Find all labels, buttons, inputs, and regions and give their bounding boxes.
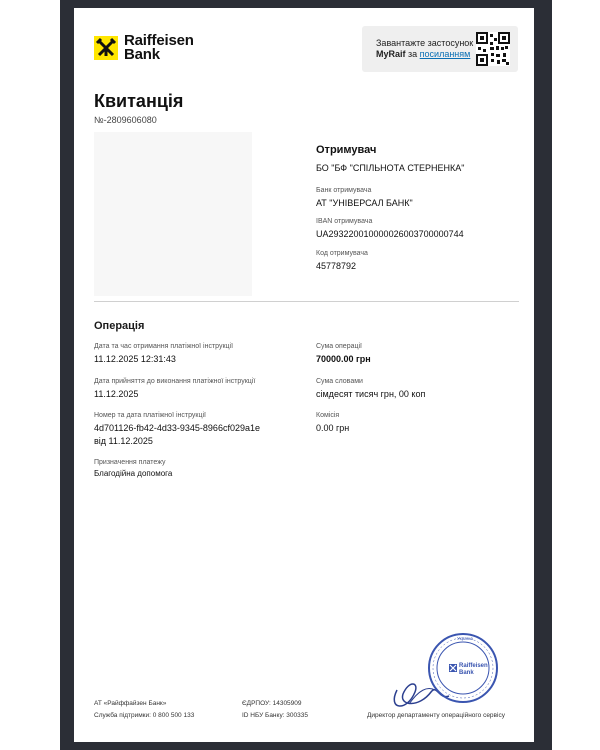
recipient-bank-label: Банк отримувача: [316, 187, 372, 194]
brand-name-line2: Bank: [124, 46, 160, 63]
amount-label: Сума операції: [316, 343, 362, 350]
accepted-date-label: Дата прийняття до виконання платіжної інструкції: [94, 378, 256, 385]
recipient-title: Отримувач: [316, 144, 377, 156]
svg-text:Україна: Україна: [457, 636, 473, 641]
section-divider: [94, 301, 519, 302]
footer-company: АТ «Райффайзен Банк»: [94, 700, 167, 707]
sender-placeholder: [94, 132, 252, 296]
qr-code-icon[interactable]: [476, 32, 510, 66]
operation-title: Операція: [94, 320, 145, 332]
svg-text:Raiffeisen: Raiffeisen: [459, 663, 488, 669]
footer-left: [94, 698, 194, 722]
amount-value: 70000.00 грн: [316, 354, 371, 364]
receipt-page: [74, 8, 534, 742]
footer-edrpou: ЄДРПОУ: 14305909: [242, 700, 302, 707]
footer-middle: [242, 698, 308, 722]
app-download-link[interactable]: посиланням: [419, 49, 471, 59]
recipient-iban: UA293220010000026003700000744: [316, 229, 464, 239]
instruction-label: Номер та дата платіжної інструкції: [94, 412, 206, 419]
amount-words-label: Сума словами: [316, 378, 363, 385]
instruction-date: від 11.12.2025: [94, 436, 153, 446]
instruction-number: 4d701126-fb42-4d33-9345-8966cf029a1e: [94, 423, 260, 433]
recipient-name: БО "БФ "СПІЛЬНОТА СТЕРНЕНКА": [316, 163, 465, 173]
footer-nbu-id: ID НБУ Банку: 300335: [242, 712, 308, 719]
amount-words: сімдесят тисяч грн, 00 коп: [316, 389, 426, 399]
app-download-text: Завантажте застосунок: [376, 38, 474, 48]
recipient-section: [316, 144, 526, 271]
app-link-prefix: за: [405, 49, 420, 59]
recipient-iban-label: IBAN отримувача: [316, 218, 373, 225]
recipient-code: 45778792: [316, 261, 357, 271]
footer-support: Служба підтримки: 0 800 500 133: [94, 712, 195, 719]
brand-name-line1: Raiffeisen: [124, 32, 194, 49]
recipient-bank: АТ "УНІВЕРСАЛ БАНК": [316, 198, 413, 208]
app-download-box: [362, 26, 518, 72]
received-date: 11.12.2025 12:31:43: [94, 354, 176, 364]
fee-label: Комісія: [316, 412, 340, 419]
recipient-code-label: Код отримувача: [316, 250, 368, 257]
raiffeisen-logo: [94, 34, 194, 62]
svg-text:Bank: Bank: [459, 670, 474, 676]
app-name: MyRaif: [376, 49, 406, 59]
accepted-date: 11.12.2025: [94, 389, 139, 399]
purpose-label: Призначення платежу: [94, 459, 166, 466]
received-date-label: Дата та час отримання платіжної інструкції: [94, 343, 234, 350]
receipt-number: №-2809606080: [94, 115, 157, 125]
fee-value: 0.00 грн: [316, 423, 350, 433]
footer-director: Директор департаменту операційного сервісу: [367, 712, 505, 719]
raiffeisen-gables-icon: [94, 36, 118, 60]
bank-stamp-icon: [379, 620, 499, 720]
purpose-value: Благодійна допомога: [94, 469, 173, 478]
receipt-title: Квитанція: [94, 91, 184, 111]
